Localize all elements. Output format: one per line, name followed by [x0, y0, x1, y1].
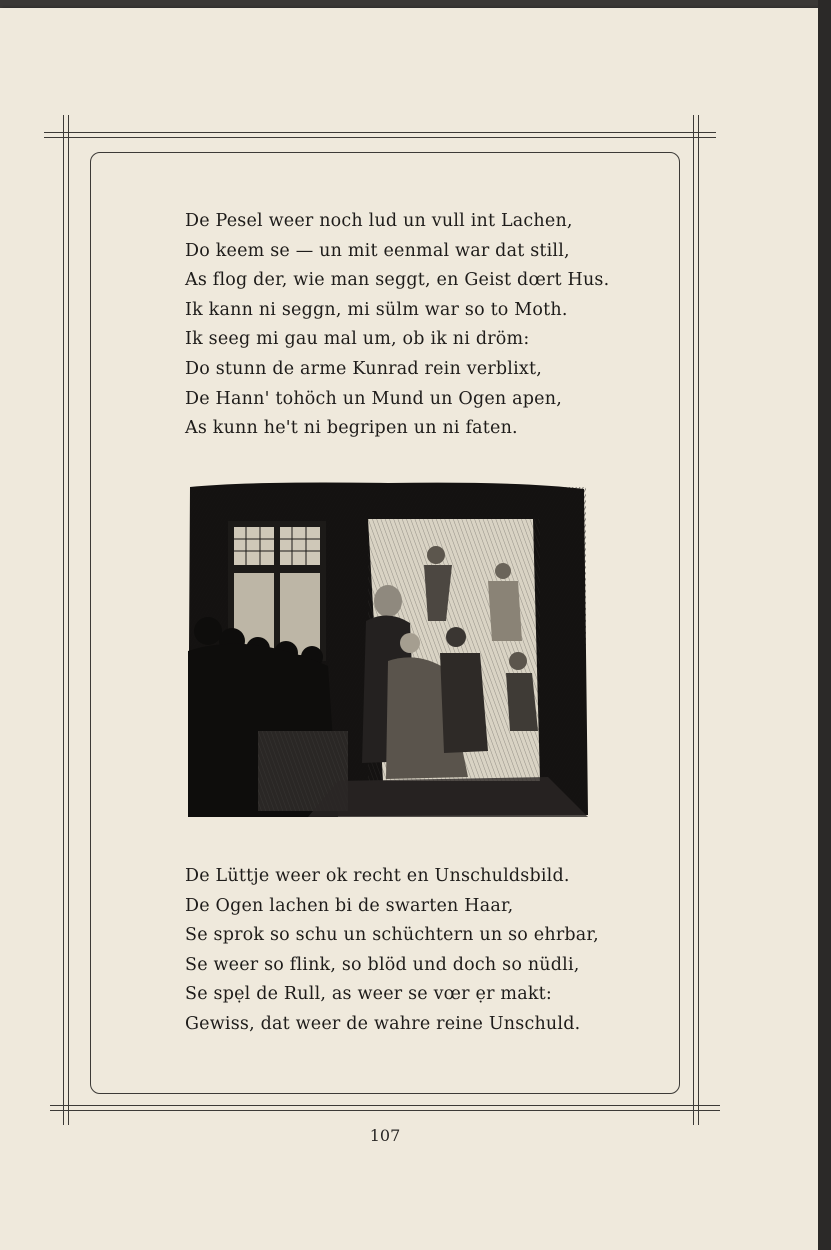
- verse-line: Se spẹl de Rull, as weer se vœr ẹr makt:: [185, 984, 552, 1005]
- verse-line: De Lüttje weer ok recht en Unschuldsbild.: [185, 866, 570, 886]
- verse-line: Ik seeg mi gau mal um, ob ik ni dröm:: [185, 329, 530, 350]
- stanza-2: [185, 862, 605, 1040]
- page-number: 107: [369, 1126, 401, 1145]
- verse-line: Do stunn de arme Kunrad rein verblixt,: [185, 358, 542, 379]
- stanza-1: [185, 207, 610, 444]
- verse-line: De Hann' tohöch un Mund un Ogen apen,: [185, 388, 562, 409]
- verse-line: Se weer so flink, so blöd und doch so nüdli,: [185, 954, 580, 975]
- page-edge-shadow: [818, 0, 831, 1250]
- verse-line: As flog der, wie man seggt, en Geist dœrt Hus.: [185, 270, 610, 291]
- verse-line: Se sprok so schu un schüchtern un so ehrbar,: [185, 925, 599, 946]
- verse-line: De Pesel weer noch lud un vull int Lachen,: [185, 211, 573, 231]
- verse-line: Gewiss, dat weer de wahre reine Unschuld.: [185, 1013, 581, 1034]
- engraving-illustration: [188, 481, 589, 817]
- verse-line: Do keem se — un mit eenmal war dat still,: [185, 240, 570, 261]
- verse-line: De Ogen lachen bi de swarten Haar,: [185, 895, 514, 916]
- verse-line: As kunn he't ni begripen un ni faten.: [185, 418, 518, 439]
- verse-line: Ik kann ni seggn, mi sülm war so to Moth.: [185, 299, 568, 320]
